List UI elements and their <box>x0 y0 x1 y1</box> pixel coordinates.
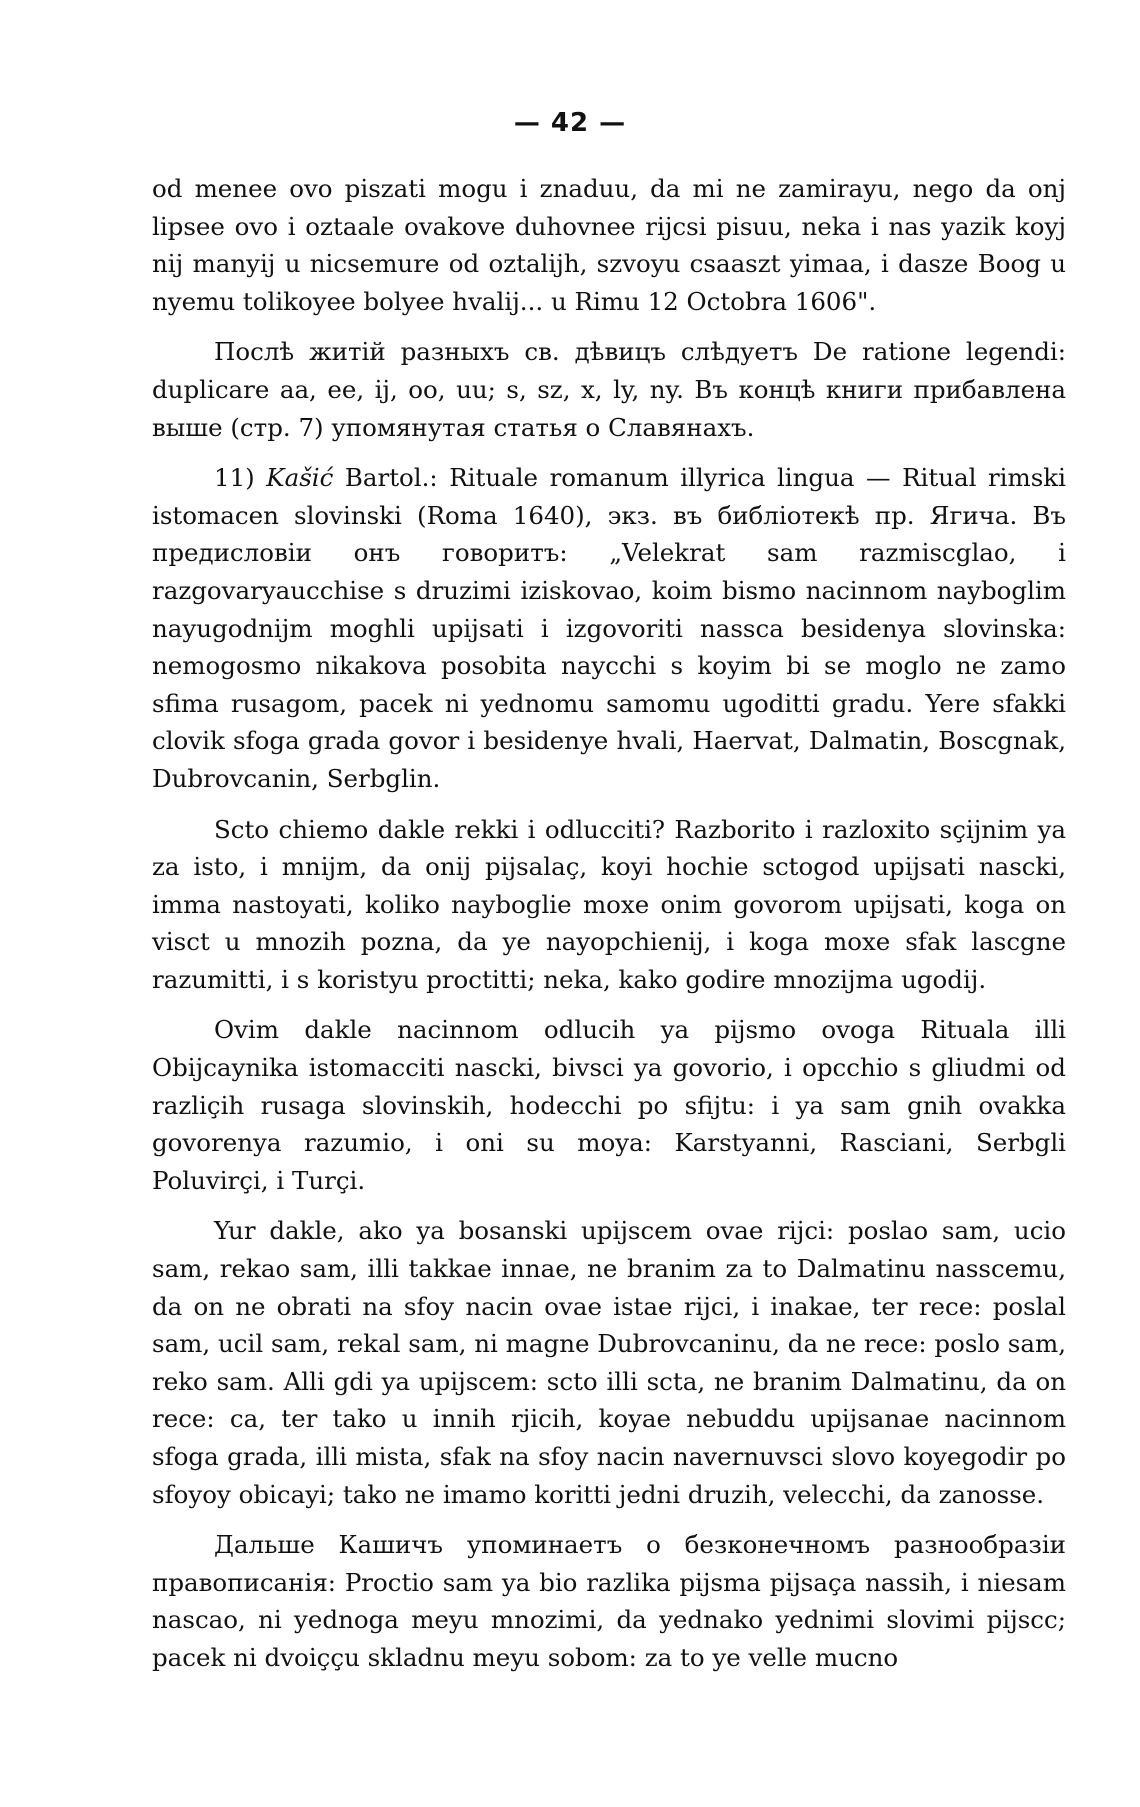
page-number: — 42 — <box>513 108 627 138</box>
paragraph-scto-chiemo: Scto chiemo dakle rekki i odlucciti? Razborito i razloxito sçijnim ya za isto, i mnijm, da onij pijsalaç, koyi hochie sctogod upijsati nascki, imma nastoyati, koliko nayboglie moxe onim govorom upijsati, koga on visct u mnozih pozna, da ye nayopchienij, i koga moxe sfak lascgne razumitti, i s koristyu proctitti; neka, kako godire mnozijma ugodij. <box>152 814 1066 994</box>
paragraph-quote-end: od menee ovo piszati mogu i znaduu, da mi ne zamirayu, nego da onj lipsee ovo i oztaale ovakove duhovnee rijcsi pisuu, neka i nas yazik koyj nij manyij u nicsemure od oztalijh, szvoyu csaaszt yimaa, i dasze Boog u nyemu tolikoyee bolyee hvalij... u Rimu 12 Octobra 1606". <box>152 174 1066 316</box>
entry-number: 11) <box>214 463 255 493</box>
paragraph-ovim-dakle: Ovim dakle nacinnom odlucih ya pijsmo ovoga Rituala illi Obijcaynika istomacciti nascki, bivsci ya govorio, i opcchio s gliudmi od razliçih rusaga slovinskih, hodecchi po sfijtu: i ya sam gnih ovakka govorenya razumio, i oni su moya: Karstyanni, Rasciani, Serbgli Poluvirçi, i Turçi. <box>152 1015 1066 1195</box>
paragraph-entry-11 <box>152 459 1066 797</box>
entry-text: Bartol.: Rituale romanum illyrica lingua — Ritual rimski istomacen slovinski (Roma 1640), экз. въ библіотекѣ пр. Ягича. Въ предисловіи онъ говоритъ: „Velekrat sam razmiscglao, i razgovaryaucchise s druzimi iziskovao, koim bismo nacinnom nayboglim nayugodnijm moghli upijsati i izgovoriti nassca besidenya slovinska: nemogosmo nikakova posobita naycchi s koyim bi se moglo ne zamo sfima rusagom, pacek ni yednomu samomu ugoditti gradu. Yere sfakki clovik sfoga grada govor i besidenye hvali, Haervat, Dalmatin, Boscgnak, Dubrovcanin, Serbglin. <box>152 463 1066 793</box>
entry-author: Kašić <box>266 463 334 493</box>
paragraph-lives-of-saints: Послѣ житій разныхъ св. дѣвицъ слѣдуетъ De ratione legendi: duplicare aa, ee, ij, oo, uu; s, sz, x, ly, ny. Въ концѣ книги прибавлена выше (стр. 7) упомянутая статья о Славянахъ. <box>152 337 1066 442</box>
body-text <box>152 170 1066 1690</box>
paragraph-yur-dakle: Yur dakle, ako ya bosanski upijscem ovae rijci: poslao sam, ucio sam, rekao sam, illi takkae innae, ne branim za to Dalmatinu nasscemu, da on ne obrati na sfoy nacin ovae istae rijci, i inakae, ter rece: poslal sam, ucil sam, rekal sam, ni magne Dubrovcaninu, da ne rece: poslo sam, reko sam. Alli gdi ya upijscem: scto illi scta, ne branim Dalmatinu, da on rece: ca, ter tako u innih rjicih, koyae nebuddu upijsanae nacinnom sfoga grada, illi mista, sfak na sfoy nacin navernuvsci slovo koyegodir po sfoyoy obicayi; tako ne imamo koritti jedni druzih, velecchi, da zanosse. <box>152 1216 1066 1509</box>
paragraph-kasic-orthography: Дальше Кашичъ упоминаетъ о безконечномъ разнообразіи правописанія: Proctio sam ya bio razlika pijsma pijsaça nassih, i niesam nascao, ni yednoga meyu mnozimi, da yednako yednimi slovimi pijscc; pacek ni dvoiççu skladnu meyu sobom: za to ye velle mucno <box>152 1530 1066 1672</box>
